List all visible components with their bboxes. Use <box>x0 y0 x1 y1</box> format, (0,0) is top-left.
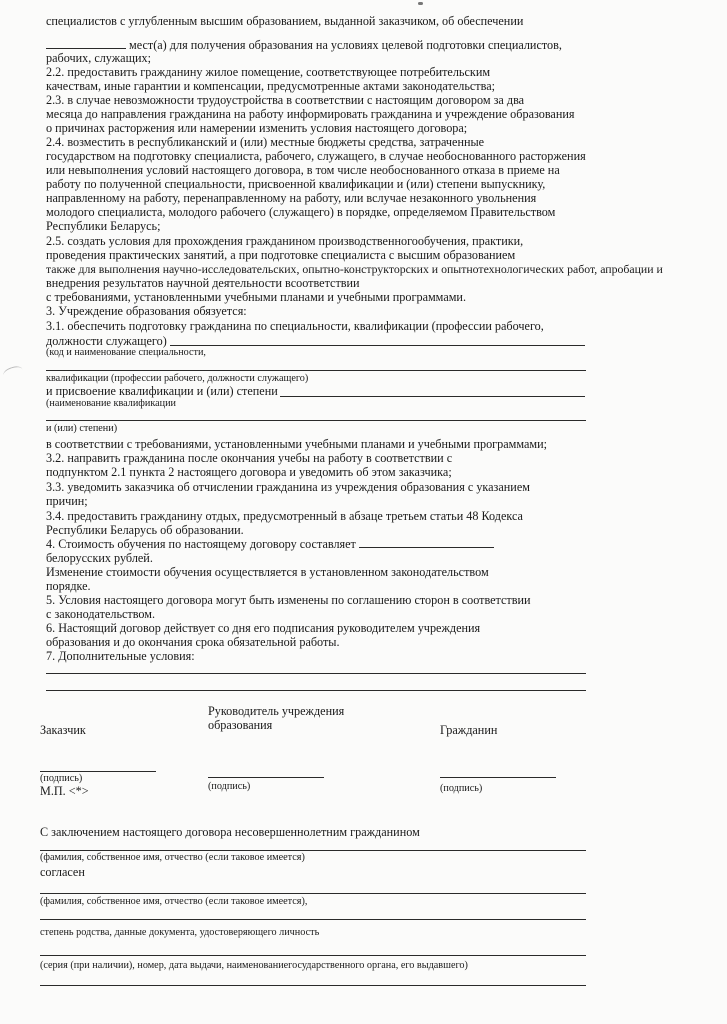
stamp-note: М.П. <*> <box>40 784 89 798</box>
text-line: проведения практических занятий, а при подготовке специалиста с высшим образованием <box>46 248 516 262</box>
text-line: в соответствии с требованиями, установленными учебными планами и учебными программами; <box>46 437 548 451</box>
signature-line-citizen <box>440 777 556 778</box>
blank-line <box>40 893 586 894</box>
field-hint: (серия (при наличии), номер, дата выдачи, наименованиегосударственного органа, его выдавшего) <box>40 960 468 971</box>
scan-mark <box>2 364 24 381</box>
text-line: порядке. <box>46 579 91 593</box>
text-line: также для выполнения научно-исследовательских, опытно-конструкторских и опытнотехнологических работ, апробации и <box>46 262 663 276</box>
signature-line-head <box>208 777 324 778</box>
field-hint: (код и наименование специальности, <box>46 347 206 358</box>
party-customer: Заказчик <box>40 723 86 737</box>
text-line: 4. Стоимость обучения по настоящему договору составляет <box>46 537 494 551</box>
text-line: о причинах расторжения или намерении изменить условия настоящего договора; <box>46 121 468 135</box>
text-line: работу по полученной специальности, присвоенной квалификации и (или) степени выпускнику, <box>46 177 546 191</box>
signature-line-customer <box>40 771 156 772</box>
field-hint: (фамилия, собственное имя, отчество (если таковое имеется), <box>40 896 308 907</box>
text-line: 2.5. создать условия для прохождения гражданином производственногообучения, практики, <box>46 234 524 248</box>
text-line: рабочих, служащих; <box>46 51 151 65</box>
signature-hint: (подпись) <box>440 783 483 794</box>
text-line: государством на подготовку специалиста, рабочего, служащего, в случае необоснованного расторжения <box>46 149 586 163</box>
signature-hint: (подпись) <box>40 773 83 784</box>
blank-line <box>40 850 586 851</box>
party-head: Руководитель учреждения <box>208 704 345 718</box>
text-line: 2.2. предоставить гражданину жилое помещение, соответствующее потребительским <box>46 65 491 79</box>
blank-specialty <box>170 345 585 346</box>
text-line: подпунктом 2.1 пункта 2 настоящего договора и уведомить об этом заказчика; <box>46 465 452 479</box>
text-line: специалистов с углубленным высшим образованием, выданной заказчиком, об обеспечении <box>46 14 524 28</box>
consent-word: согласен <box>40 865 85 879</box>
text-line: молодого специалиста, молодого рабочего (служащего) в порядке, определяемом Правительством <box>46 205 556 219</box>
scan-fleck <box>418 2 423 5</box>
text-line: 3.2. направить гражданина после окончания учебы на работу в соответствии с <box>46 451 453 465</box>
blank-cost <box>359 537 494 548</box>
blank-additional-1 <box>46 673 586 674</box>
text-line: с требованиями, установленными учебными планами и учебными программами. <box>46 290 467 304</box>
blank-additional-2 <box>46 690 586 691</box>
blank-line <box>46 420 586 421</box>
text-line: направленному на работу, перенаправленному на работу, или вслучае незаконного увольнения <box>46 191 537 205</box>
text-line: 2.3. в случае невозможности трудоустройства в соответствии с настоящим договором за два <box>46 93 525 107</box>
text-line: 3.1. обеспечить подготовку гражданина по специальности, квалификации (профессии рабочего, <box>46 319 544 333</box>
text-line: внедрения результатов научной деятельности всоответствии <box>46 276 360 290</box>
blank-line <box>40 955 586 956</box>
field-hint: и (или) степени) <box>46 423 118 434</box>
field-hint: квалификации (профессии рабочего, должности служащего) <box>46 373 309 384</box>
text-line: образования и до окончания срока обязательной работы. <box>46 635 340 649</box>
text-line: 3.4. предоставить гражданину отдых, предусмотренный в абзаце третьем статьи 48 Кодекса <box>46 509 523 523</box>
field-hint: степень родства, данные документа, удостоверяющего личность <box>40 927 320 938</box>
field-hint: (фамилия, собственное имя, отчество (если таковое имеется) <box>40 852 305 863</box>
text-line: 3.3. уведомить заказчика об отчислении гражданина из учреждения образования с указанием <box>46 480 530 494</box>
text-line: месяца до направления гражданина на работу информировать гражданина и учреждение образования <box>46 107 575 121</box>
text-line: 2.4. возместить в республиканский и (или) местные бюджеты средства, затраченные <box>46 135 485 149</box>
text-line: должности служащего) <box>46 334 167 348</box>
blank-qualification <box>280 396 585 397</box>
section-heading: 3. Учреждение образования обязуется: <box>46 304 247 318</box>
blank-line <box>40 985 586 986</box>
text-line: Изменение стоимости обучения осуществляется в установленном законодательством <box>46 565 489 579</box>
blank-line <box>40 919 586 920</box>
consent-intro: С заключением настоящего договора несовершеннолетним гражданином <box>40 825 420 839</box>
text-line: 6. Настоящий договор действует со дня его подписания руководителем учреждения <box>46 621 481 635</box>
party-head: образования <box>208 718 273 732</box>
text-line: мест(а) для получения образования на условиях целевой подготовки специалистов, <box>46 38 562 52</box>
text-line: 7. Дополнительные условия: <box>46 649 195 663</box>
text-line: причин; <box>46 494 88 508</box>
text-line: Республики Беларусь об образовании. <box>46 523 244 537</box>
field-hint: (наименование квалификации <box>46 398 176 409</box>
party-citizen: Гражданин <box>440 723 498 737</box>
blank-places <box>46 38 126 49</box>
text-line: 5. Условия настоящего договора могут быть изменены по соглашению сторон в соответствии <box>46 593 531 607</box>
text-line: и присвоение квалификации и (или) степени <box>46 384 278 398</box>
text-line: белорусских рублей. <box>46 551 153 565</box>
text-line: или невыполнения условий настоящего договора, в том числе необоснованного отказа в приеме на <box>46 163 560 177</box>
blank-line <box>46 370 586 371</box>
text-line: с законодательством. <box>46 607 156 621</box>
text-line: Республики Беларусь; <box>46 219 161 233</box>
signature-hint: (подпись) <box>208 781 251 792</box>
text-line: качествам, иные гарантии и компенсации, предусмотренные актами законодательства; <box>46 79 496 93</box>
